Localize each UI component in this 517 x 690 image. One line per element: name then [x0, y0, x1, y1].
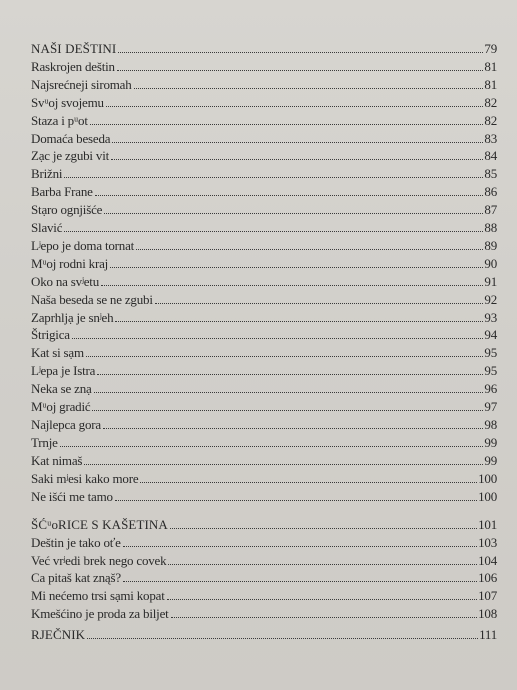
toc-entry-title: Neka se znạ [31, 381, 92, 397]
toc-page-number: 82 [484, 112, 497, 128]
toc-entry [31, 237, 497, 253]
toc-entry-title: Kmešćino je proda za biljet [31, 606, 169, 621]
toc-page-number: 88 [484, 220, 497, 235]
toc-entry-title: Saki mʲesi kako more [31, 470, 139, 486]
dot-leader [115, 320, 483, 322]
toc-page-number: 95 [484, 363, 497, 379]
toc-entry-title: Oko na svʲetu [31, 273, 100, 289]
toc-page-number: 103 [478, 534, 497, 550]
toc-entry [31, 488, 497, 504]
toc-entry-title: Ca pitaš kat znąš? [31, 570, 121, 586]
toc-page-number: 84 [484, 148, 497, 164]
toc-entry [31, 147, 497, 163]
dot-leader [167, 598, 477, 600]
toc-entry-title: Domaća beseda [31, 130, 111, 146]
dot-leader [112, 141, 483, 143]
toc-entry [31, 76, 497, 92]
toc-entry [31, 380, 497, 396]
dot-leader [104, 212, 483, 214]
toc-page-number: 86 [484, 184, 497, 200]
toc-entry [31, 130, 497, 146]
dot-leader [136, 248, 483, 250]
toc-entry [31, 569, 497, 585]
dot-leader [155, 302, 484, 304]
dot-leader [72, 337, 484, 339]
dot-leader [134, 87, 484, 89]
dot-leader [170, 527, 477, 529]
toc-entry-title: Kat nimaš [31, 452, 83, 468]
dot-leader [101, 284, 483, 286]
toc-entry-title: Deštin je tako oťe [31, 534, 121, 550]
toc-entry-title: Mi nećemo trsi sạmi kopat [31, 588, 165, 604]
toc-page-number: 108 [478, 606, 497, 621]
toc-entry [31, 452, 497, 468]
toc-page-number: 91 [484, 273, 497, 289]
toc-page-number: 99 [484, 452, 497, 468]
toc-entry-title: Najsrećneji siromah [31, 76, 132, 92]
toc-entry-title: Brižni [31, 166, 63, 182]
toc-entry [31, 587, 497, 603]
toc-entry-title: NAŠI DEŠTINI [31, 41, 117, 56]
toc-entry-title: Staza i pᵘot [31, 112, 88, 128]
toc-entry [31, 255, 497, 271]
toc-section-heading [31, 516, 497, 532]
toc-entry [31, 605, 497, 621]
toc-entry-title: Naša beseda se ne zgubi [31, 291, 153, 307]
dot-leader [103, 427, 483, 429]
dot-leader [95, 194, 484, 196]
toc-entry [31, 112, 497, 128]
toc-page-number: 90 [484, 255, 497, 271]
toc-entry [31, 309, 497, 325]
toc-entry [31, 183, 497, 199]
toc-entry-title: Zạc je zgubi vit [31, 148, 110, 164]
toc-entry-title: Najlepca gora [31, 416, 101, 432]
dot-leader [111, 158, 483, 160]
dot-leader [171, 616, 478, 618]
toc-page-number: 79 [484, 41, 497, 56]
toc-page-number: 89 [484, 237, 497, 253]
toc-entry-title: Mᵘoj gradić [31, 399, 91, 414]
toc-entry [31, 398, 497, 414]
toc-page-number: 82 [484, 94, 497, 110]
toc-entry [31, 470, 497, 486]
dot-leader [84, 463, 483, 465]
dot-leader [87, 637, 478, 639]
toc-entry [31, 58, 497, 74]
toc-entry-title: RJEČNIK [31, 627, 86, 642]
dot-leader [140, 481, 477, 483]
toc-page-number: 83 [484, 130, 497, 146]
toc-entry [31, 219, 497, 235]
toc-entry [31, 434, 497, 450]
toc-page-number: 99 [484, 434, 497, 450]
toc-page-number: 106 [478, 570, 497, 586]
dot-leader [123, 580, 477, 582]
dot-leader [115, 499, 477, 501]
toc-page-number: 96 [484, 381, 497, 397]
toc-entry [31, 534, 497, 550]
toc-page-number: 98 [484, 416, 497, 432]
dot-leader [117, 69, 484, 71]
toc-entry [31, 273, 497, 289]
toc-entry-title: Slavić [31, 220, 63, 235]
toc-entry [31, 291, 497, 307]
toc-entry [31, 201, 497, 217]
toc-entry-title: Barba Frane [31, 184, 93, 200]
toc-entry [31, 165, 497, 181]
dot-leader [123, 545, 477, 547]
toc-page-number: 101 [478, 517, 497, 532]
toc-page-number: 97 [484, 399, 497, 414]
dot-leader [168, 563, 477, 565]
toc-entry-title: Lʲepo je doma tornat [31, 237, 135, 253]
toc-entry-title: Ne išći me tamo [31, 488, 113, 504]
toc-entry [31, 94, 497, 110]
dot-leader [94, 391, 484, 393]
dot-leader [118, 51, 483, 53]
dot-leader [90, 123, 484, 125]
toc-page-number: 94 [484, 327, 497, 343]
toc-entry [31, 416, 497, 432]
toc-page-number: 111 [479, 627, 497, 642]
toc-page-number: 100 [478, 488, 497, 504]
toc-page-number: 92 [484, 291, 497, 307]
toc-entry-title: Svᵘoj svojemu [31, 94, 104, 110]
toc-page-number: 81 [484, 58, 497, 74]
toc-page-number: 104 [478, 552, 497, 568]
toc-section-heading [31, 40, 497, 56]
toc-entry-title: Kat si sạm [31, 345, 84, 361]
toc-entry-title: Mᵘoj rodni kraj [31, 255, 109, 271]
toc-page-number: 87 [484, 202, 497, 218]
toc-entry [31, 362, 497, 378]
toc-section-heading [31, 626, 497, 642]
toc-page-number: 107 [478, 588, 497, 604]
toc-entry [31, 344, 497, 360]
toc-entry [31, 552, 497, 568]
toc-page-number: 95 [484, 345, 497, 361]
toc-page-number: 81 [484, 76, 497, 92]
toc-entry-title: Zaprhljạ je snʲeh [31, 309, 114, 325]
dot-leader [106, 105, 484, 107]
toc-entry-title: Raskrojen deštin [31, 58, 115, 74]
dot-leader [86, 355, 484, 357]
dot-leader [64, 176, 483, 178]
dot-leader [60, 445, 484, 447]
dot-leader [97, 373, 483, 375]
dot-leader [64, 230, 483, 232]
toc-entry-title: ŠĆᵘoRICE S KAŠETINA [31, 517, 168, 532]
toc-entry-title: Stạro ognjišće [31, 202, 103, 218]
toc-entry-title: Štrigica [31, 327, 70, 343]
toc-page-number: 85 [484, 166, 497, 182]
toc-entry-title: Već vrʲedi brek nego covek [31, 552, 167, 568]
toc-entry-title: Trnje [31, 434, 58, 450]
dot-leader [110, 266, 483, 268]
dot-leader [92, 409, 483, 411]
toc-entry [31, 326, 497, 342]
toc-entry-title: Lʲepa je Istra [31, 363, 96, 379]
toc-page-number: 93 [484, 309, 497, 325]
toc-page-number: 100 [478, 470, 497, 486]
